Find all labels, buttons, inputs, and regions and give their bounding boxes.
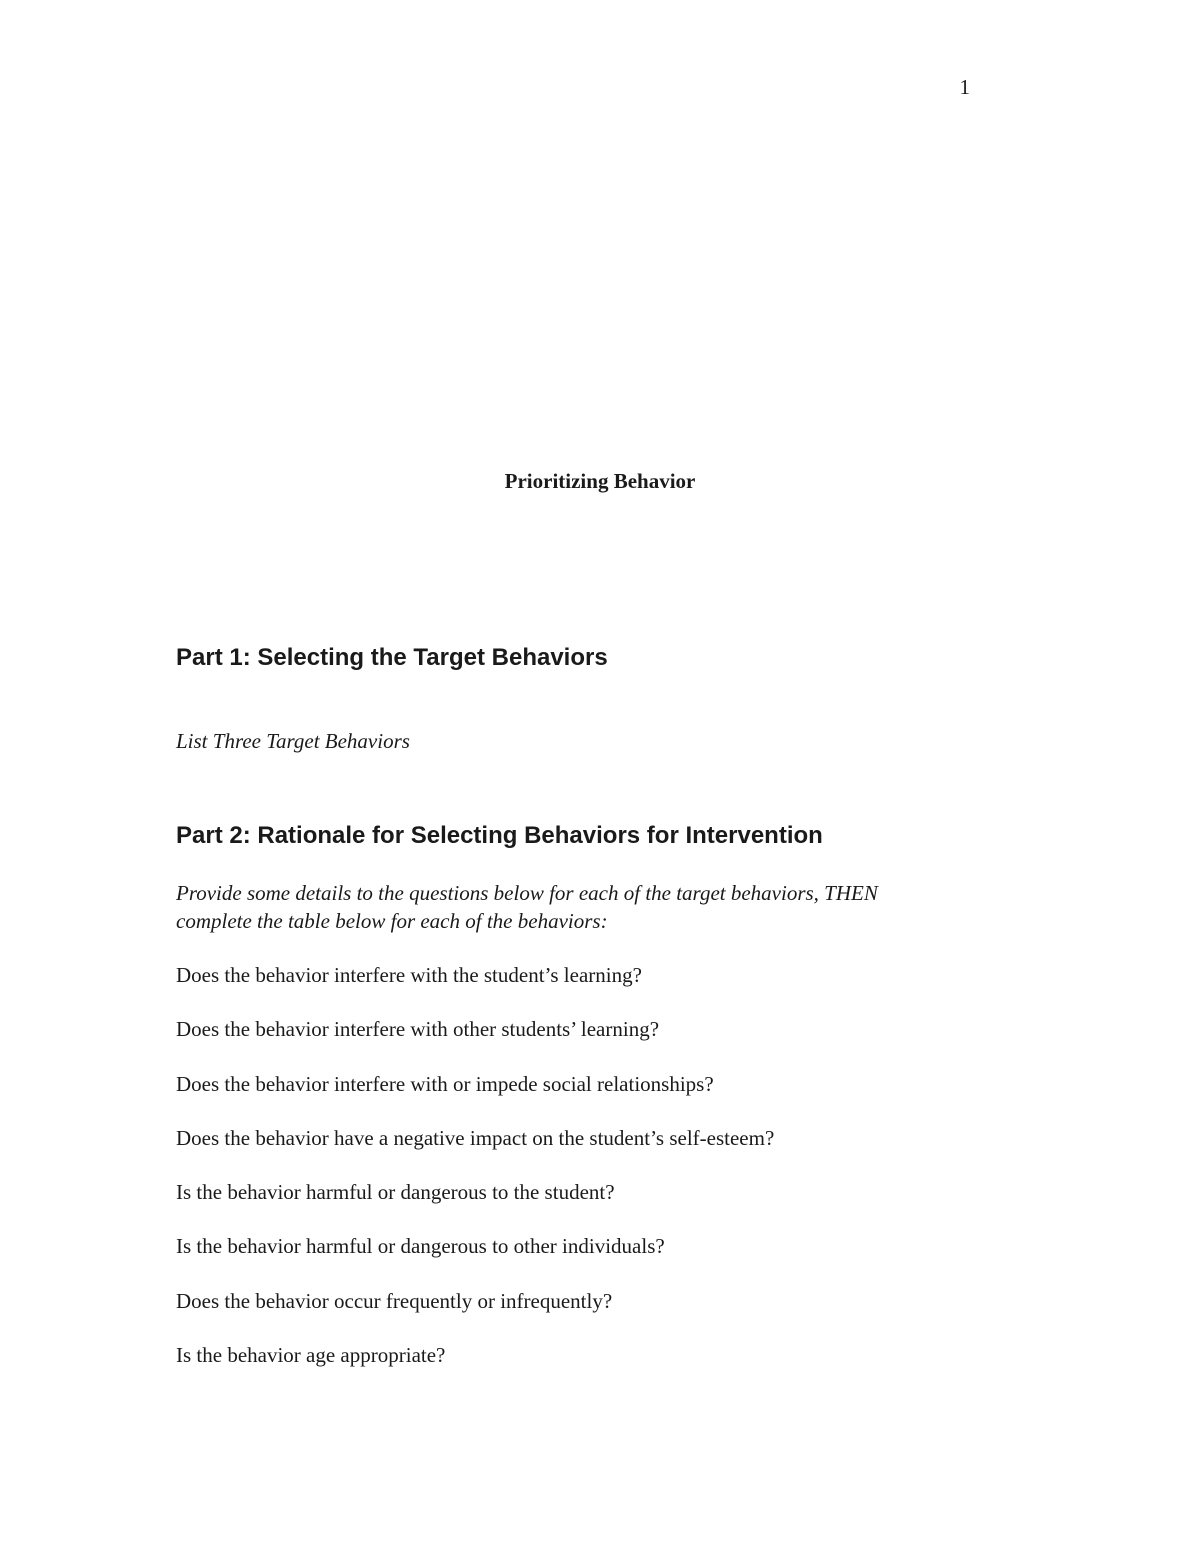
part2-instruction-line1: Provide some details to the questions below for each of the target behaviors, THEN xyxy=(176,881,878,905)
question-item: Does the behavior interfere with or impede social relationships? xyxy=(176,1071,714,1096)
question-item: Does the behavior have a negative impact on the student’s self-esteem? xyxy=(176,1125,775,1150)
part2-instruction-line2: complete the table below for each of the behaviors: xyxy=(176,909,608,933)
document-title: Prioritizing Behavior xyxy=(504,469,696,493)
part2-instruction xyxy=(176,879,976,935)
question-list xyxy=(176,961,774,1395)
question-item: Does the behavior interfere with the student’s learning? xyxy=(176,963,642,987)
part2-heading: Part 2: Rationale for Selecting Behaviors for Intervention xyxy=(176,822,823,849)
page-number: 1 xyxy=(959,75,970,99)
question-item: Is the behavior harmful or dangerous to other individuals? xyxy=(176,1234,665,1259)
question-item: Is the behavior harmful or dangerous to the student? xyxy=(176,1180,615,1205)
question-item: Does the behavior interfere with other students’ learning? xyxy=(176,1017,660,1042)
part1-instruction: List Three Target Behaviors xyxy=(176,729,410,753)
question-item: Is the behavior age appropriate? xyxy=(176,1343,446,1368)
part1-heading: Part 1: Selecting the Target Behaviors xyxy=(176,644,608,671)
question-item: Does the behavior occur frequently or infrequently? xyxy=(176,1288,613,1313)
